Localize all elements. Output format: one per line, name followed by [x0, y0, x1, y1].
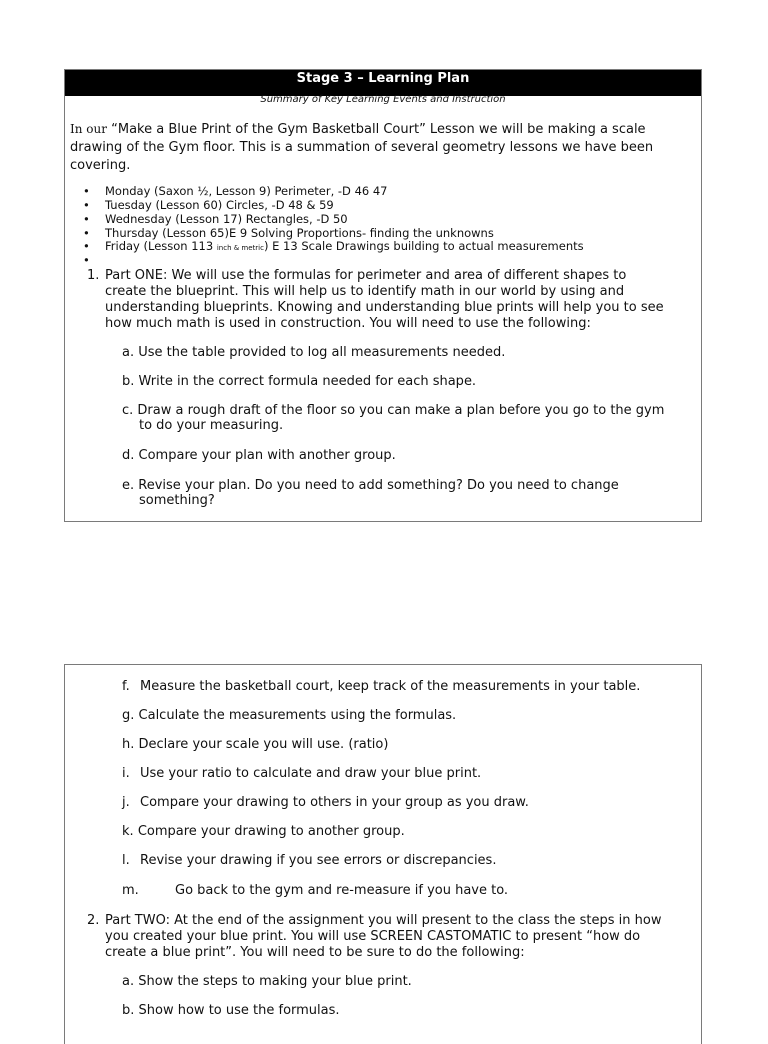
- step-l: l. Revise your drawing if you see errors or discrepancies.: [122, 853, 497, 868]
- step-k: k. Compare your drawing to another group.: [122, 824, 405, 839]
- part-two-step-b: b. Show how to use the formulas.: [122, 1003, 340, 1018]
- step-m: m. Go back to the gym and re-measure if you have to.: [122, 883, 509, 898]
- step-b: b. Write in the correct formula needed for each shape.: [122, 374, 477, 389]
- step-f: f. Measure the basketball court, keep track of the measurements in your table.: [122, 679, 641, 694]
- intro-paragraph: [70, 120, 698, 175]
- step-d: d. Compare your plan with another group.: [122, 448, 396, 463]
- learning-plan-continued-box: [64, 664, 702, 1044]
- section-subtitle: Summary of Key Learning Events and Instruction: [260, 94, 506, 105]
- step-a: a. Use the table provided to log all measurements needed.: [122, 345, 506, 360]
- part-one-number: 1.: [87, 268, 100, 283]
- learning-plan-box: Stage 3 – Learning Plan Summary of Key Learning Events and Instruction In our “Make a Blue Print of the Gym Basketball Court” Lesson we will be making a scale drawing of the Gym floor. This is a summation of several geometry lessons we have been covering. Monday (Saxon ½, Lesson 9) Perimeter, -D 46 47 Tuesday (Lesson 60) Circles, -D 48 & 59 Wednesday (Lesson 17) Rectangles, -D 50 Thursday (Lesson 65)E 9 Solving Proportions- finding the unknowns Friday (Lesson 113 inch & metric) E 13 Scale Drawings building to actual measurements 1. Part ONE: We will use the formulas for perimeter and area of different shapes to create the blueprint. This will help us to identify math in our world by using and understanding blueprints. Knowing and understanding blue prints will help you to see how much math is used in construction. You will need to use the following: a. Use the table provided to log all measurements needed. b. Write in the correct formula needed for each shape. c. Draw a rough draft of the floor so you can make a plan before you go to the gym to do your measuring. d. Compare your plan with another group. e. Revise your plan. Do you need to add something? Do you need to change something?: [64, 69, 702, 522]
- section-header: Stage 3 – Learning Plan: [65, 70, 701, 96]
- part-one-text: Part ONE: We will use the formulas for perimeter and area of different shapes to create the blueprint. This will help us to identify math in our world by using and understanding blueprints. Knowing and understanding blue prints will help you to see how much math is used in construction. You will need to use the following:: [105, 268, 664, 331]
- step-c: c. Draw a rough draft of the floor so you can make a plan before you go to the gym to do your measuring.: [122, 403, 665, 433]
- intro-text: “Make a Blue Print of the Gym Basketball Court” Lesson we will be making a scale drawing of the Gym floor. This is a summation of several geometry lessons we have been covering.: [70, 122, 654, 173]
- step-i: i. Use your ratio to calculate and draw your blue print.: [122, 766, 482, 781]
- step-e: e. Revise your plan. Do you need to add something? Do you need to change something?: [122, 478, 619, 508]
- part-two-text: Part TWO: At the end of the assignment you will present to the class the steps in how you created your blue print. You will use SCREEN CASTOMATIC to present “how do create a blue print”. You will need to be sure to do the following:: [105, 913, 662, 960]
- step-j: j. Compare your drawing to others in your group as you draw.: [122, 795, 529, 810]
- intro-lead: In our: [70, 122, 107, 136]
- step-g: g. Calculate the measurements using the formulas.: [122, 708, 457, 723]
- step-h: h. Declare your scale you will use. (ratio): [122, 737, 389, 752]
- part-two-number: 2.: [87, 913, 100, 928]
- part-two-step-a: a. Show the steps to making your blue print.: [122, 974, 412, 989]
